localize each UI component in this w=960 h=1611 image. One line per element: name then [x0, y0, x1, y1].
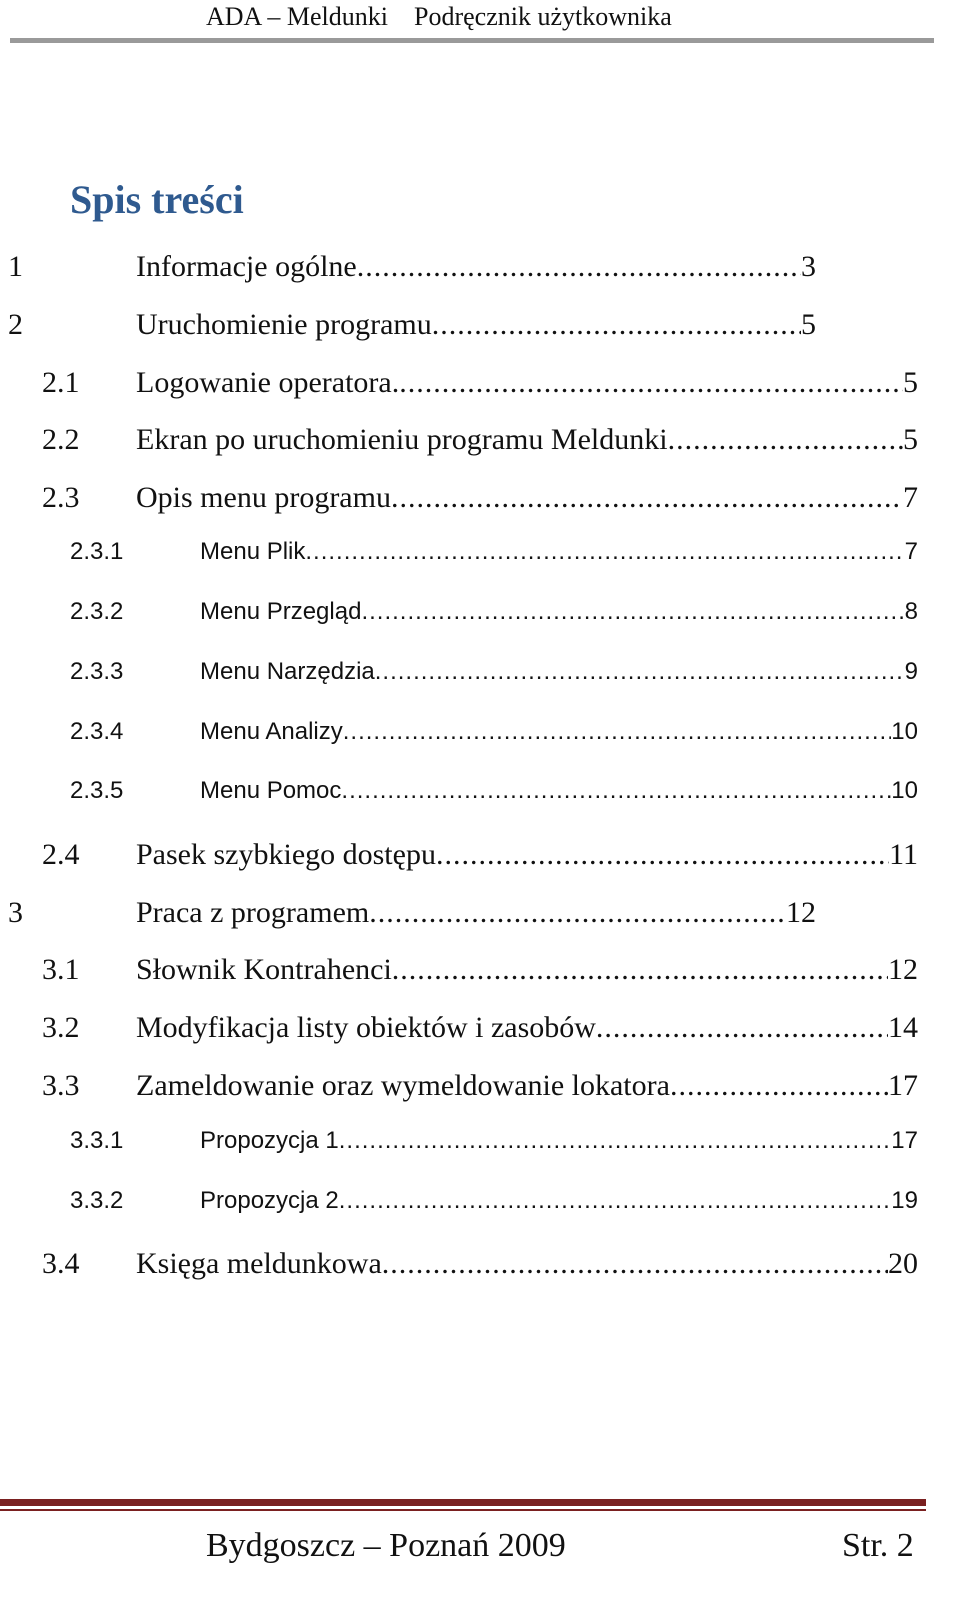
toc-page-number: 12: [786, 896, 816, 929]
footer-page-number: Str. 2: [842, 1527, 914, 1564]
toc-leader-dots: [361, 598, 904, 626]
toc-number: 3.3.2: [70, 1187, 124, 1214]
toc-leader-dots: [670, 1069, 888, 1103]
toc-entry[interactable]: [136, 838, 918, 872]
toc-page-number: 20: [888, 1247, 918, 1280]
toc-entry-title: Informacje ogólne: [136, 250, 357, 283]
toc-page-number: 3: [801, 250, 816, 283]
toc-entry-title: Ekran po uruchomieniu programu Meldunki: [136, 423, 668, 456]
toc-entry[interactable]: [136, 423, 918, 457]
toc-entry-title: Uruchomienie programu: [136, 308, 432, 341]
toc-number: 1: [8, 250, 23, 283]
footer-rule-thin: [0, 1509, 926, 1511]
toc-leader-dots: [382, 1247, 888, 1281]
toc-entry-title: Propozycja 1: [200, 1127, 339, 1154]
toc-page-number: 5: [801, 308, 816, 341]
toc-entry-title: Menu Pomoc: [200, 777, 342, 804]
toc-leader-dots: [391, 481, 903, 515]
toc-leader-dots: [596, 1011, 888, 1045]
footer-rule: [0, 1499, 926, 1506]
toc-title: Spis treści: [70, 177, 244, 222]
toc-row: [0, 366, 960, 406]
toc-number: 3.2: [42, 1011, 80, 1044]
footer-location-year: Bydgoszcz – Poznań 2009: [206, 1527, 566, 1564]
toc-entry-title: Opis menu programu: [136, 481, 391, 514]
toc-leader-dots: [369, 896, 786, 930]
toc-entry[interactable]: [200, 598, 918, 626]
toc-number: 3.3.1: [70, 1127, 124, 1154]
toc-page-number: 7: [904, 538, 918, 565]
toc-entry[interactable]: [136, 481, 918, 515]
toc-entry[interactable]: [200, 538, 918, 566]
toc-entry[interactable]: [200, 777, 918, 805]
toc-leader-dots: [668, 423, 903, 457]
toc-entry-title: Pasek szybkiego dostępu: [136, 838, 436, 871]
toc-entry[interactable]: [200, 718, 918, 746]
toc-leader-dots: [436, 838, 889, 872]
toc-entry-title: Menu Analizy: [200, 718, 343, 745]
toc-number: 3.4: [42, 1247, 80, 1280]
toc-row: [0, 481, 960, 521]
toc-number: 2.1: [42, 366, 80, 399]
toc-row: [0, 1247, 960, 1287]
toc-number: 2: [8, 308, 23, 341]
toc-number: 3.1: [42, 953, 80, 986]
toc-page-number: 17: [891, 1127, 918, 1154]
toc-page-number: 9: [904, 658, 918, 685]
toc-entry[interactable]: [136, 1247, 918, 1281]
toc-entry-title: Zameldowanie oraz wymeldowanie lokatora: [136, 1069, 670, 1102]
toc-entry-title: Menu Plik: [200, 538, 306, 565]
page-header: [0, 0, 960, 48]
toc-number: 2.3.5: [70, 777, 124, 804]
header-title: ADA – Meldunki Podręcznik użytkownika: [206, 2, 672, 31]
toc-row: [0, 538, 960, 578]
toc-row: [0, 896, 960, 936]
toc-number: 2.3.4: [70, 718, 124, 745]
toc-leader-dots: [399, 366, 903, 400]
toc-page-number: 10: [891, 718, 918, 745]
toc-entry[interactable]: [136, 1069, 918, 1103]
toc-entry-title: Księga meldunkowa: [136, 1247, 382, 1280]
toc-entry-title: Słownik Kontrahenci: [136, 953, 392, 986]
header-rule: [10, 38, 934, 43]
toc-entry[interactable]: [136, 366, 918, 400]
toc-leader-dots: [343, 718, 892, 746]
toc-leader-dots: [392, 953, 888, 987]
toc-entry[interactable]: [136, 953, 918, 987]
toc-row: [0, 1127, 960, 1167]
toc-number: 2.2: [42, 423, 80, 456]
toc-leader-dots: [341, 777, 891, 805]
toc-entry[interactable]: [136, 896, 816, 930]
toc-entry[interactable]: [136, 250, 816, 284]
toc-entry-title: Logowanie operatora.: [136, 366, 400, 399]
toc-page-number: 5: [903, 366, 918, 399]
toc-page-number: 11: [889, 838, 918, 871]
toc-entry-title: Modyfikacja listy obiektów i zasobów: [136, 1011, 596, 1044]
toc-row: [0, 1011, 960, 1051]
toc-entry[interactable]: [200, 1127, 918, 1155]
toc-number: 2.3.1: [70, 538, 124, 565]
toc-row: [0, 250, 960, 290]
toc-entry-title: Menu Narzędzia: [200, 658, 375, 685]
toc-entry-title: Menu Przegląd: [200, 598, 362, 625]
toc-entry-title: Propozycja 2: [200, 1187, 339, 1214]
toc-number: 2.3: [42, 481, 80, 514]
toc-entry[interactable]: [200, 1187, 918, 1215]
toc-page-number: 17: [888, 1069, 918, 1102]
toc-row: [0, 1187, 960, 1227]
toc-row: [0, 777, 960, 817]
toc-leader-dots: [432, 308, 801, 342]
toc-leader-dots: [375, 658, 905, 686]
toc-page-number: 19: [891, 1187, 918, 1214]
toc-leader-dots: [305, 538, 904, 566]
toc-entry-title: Praca z programem: [136, 896, 370, 929]
toc-row: [0, 1069, 960, 1109]
toc-row: [0, 718, 960, 758]
toc-page-number: 10: [891, 777, 918, 804]
toc-page-number: 14: [888, 1011, 918, 1044]
toc-number: 2.3.3: [70, 658, 124, 685]
toc-row: [0, 658, 960, 698]
toc-row: [0, 838, 960, 878]
toc-leader-dots: [339, 1127, 892, 1155]
toc-row: [0, 953, 960, 993]
toc-number: 3: [8, 896, 23, 929]
toc-page-number: 5: [903, 423, 918, 456]
toc-row: [0, 423, 960, 463]
toc-number: 2.3.2: [70, 598, 124, 625]
toc-row: [0, 308, 960, 348]
toc-leader-dots: [339, 1187, 892, 1215]
toc-number: 2.4: [42, 838, 80, 871]
toc-leader-dots: [357, 250, 801, 284]
toc-entry[interactable]: [136, 1011, 918, 1045]
toc-entry[interactable]: [200, 658, 918, 686]
toc-page-number: 7: [903, 481, 918, 514]
toc-row: [0, 598, 960, 638]
toc-number: 3.3: [42, 1069, 80, 1102]
toc-page-number: 8: [904, 598, 918, 625]
toc-entry[interactable]: [136, 308, 816, 342]
toc-page-number: 12: [888, 953, 918, 986]
